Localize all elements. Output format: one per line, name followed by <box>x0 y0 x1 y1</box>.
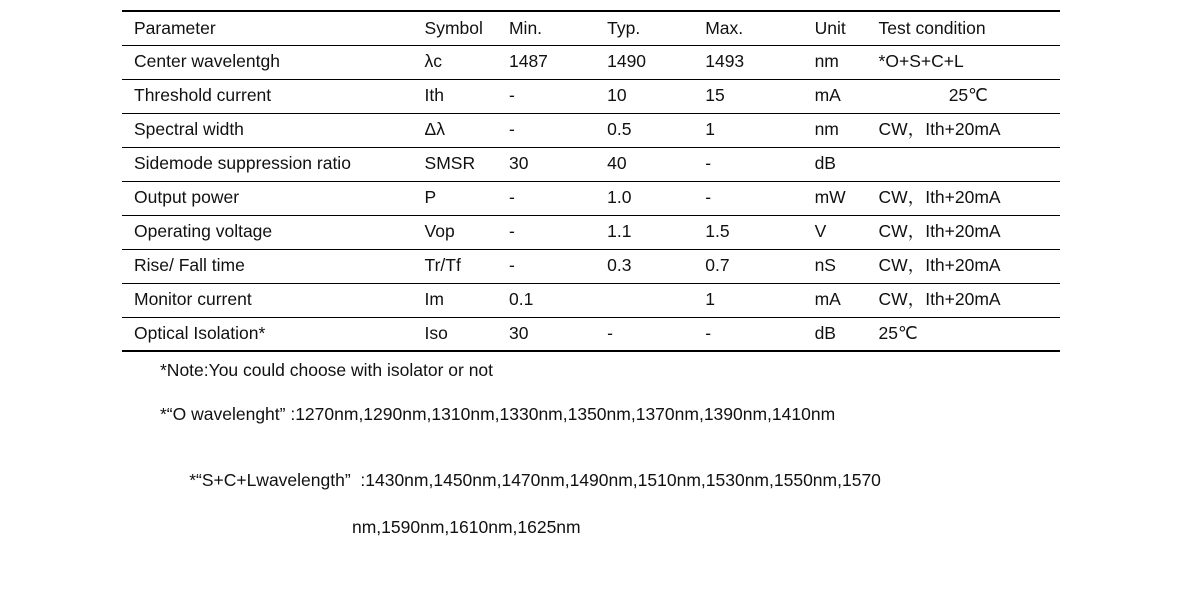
cell-min: - <box>507 181 605 215</box>
cell-max: 1.5 <box>703 215 812 249</box>
cell-parameter: Output power <box>122 181 423 215</box>
cell-test-condition: CW，Ith+20mA <box>877 215 1060 249</box>
column-header-min: Min. <box>507 11 605 45</box>
cell-parameter: Sidemode suppression ratio <box>122 147 423 181</box>
cell-test-condition: *O+S+C+L <box>877 45 1060 79</box>
cell-symbol: SMSR <box>423 147 507 181</box>
table-header-row <box>122 11 1060 45</box>
cell-max: 0.7 <box>703 249 812 283</box>
cell-max: 1 <box>703 283 812 317</box>
column-header-symbol: Symbol <box>423 11 507 45</box>
cell-test-condition: 25℃ <box>877 79 1060 113</box>
cell-max: 1 <box>703 113 812 147</box>
cell-typ: 1.0 <box>605 181 703 215</box>
cell-parameter: Spectral width <box>122 113 423 147</box>
cell-unit: mA <box>813 283 877 317</box>
note-o-wavelength: *“O wavelenght” :1270nm,1290nm,1310nm,1330nm,1350nm,1370nm,1390nm,1410nm <box>160 403 836 424</box>
cell-test-condition <box>877 147 1060 181</box>
cell-max: - <box>703 181 812 215</box>
cell-min: 30 <box>507 147 605 181</box>
cell-unit: dB <box>813 317 877 351</box>
cell-typ: 1490 <box>605 45 703 79</box>
note-isolator: *Note:You could choose with isolator or not <box>160 360 494 380</box>
cell-test-condition: CW，Ith+20mA <box>877 283 1060 317</box>
cell-symbol: Iso <box>423 317 507 351</box>
cell-typ: 0.3 <box>605 249 703 283</box>
cell-test-condition: CW，Ith+20mA <box>877 113 1060 147</box>
cell-min: 0.1 <box>507 283 605 317</box>
note-scl-wavelength-line1: *“S+C+Lwavelength” :1430nm,1450nm,1470nm,1490nm,1510nm,1530nm,1550nm,1570 <box>189 469 881 490</box>
spec-table-container <box>122 10 1060 352</box>
cell-min: 30 <box>507 317 605 351</box>
cell-symbol: Ith <box>423 79 507 113</box>
specification-table <box>122 10 1060 352</box>
cell-symbol: P <box>423 181 507 215</box>
cell-test-condition: CW，Ith+20mA <box>877 181 1060 215</box>
cell-typ: 0.5 <box>605 113 703 147</box>
table-row <box>122 147 1060 181</box>
table-row <box>122 283 1060 317</box>
table-row <box>122 215 1060 249</box>
cell-min: - <box>507 113 605 147</box>
table-row <box>122 317 1060 351</box>
cell-unit: nm <box>813 45 877 79</box>
cell-typ <box>605 283 703 317</box>
cell-test-condition: CW，Ith+20mA <box>877 249 1060 283</box>
column-header-test-condition: Test condition <box>877 11 1060 45</box>
cell-parameter: Center wavelentgh <box>122 45 423 79</box>
column-header-max: Max. <box>703 11 812 45</box>
table-header <box>122 11 1060 45</box>
cell-parameter: Rise/ Fall time <box>122 249 423 283</box>
cell-typ: - <box>605 317 703 351</box>
cell-typ: 1.1 <box>605 215 703 249</box>
cell-max: - <box>703 147 812 181</box>
table-body <box>122 45 1060 351</box>
column-header-unit: Unit <box>813 11 877 45</box>
cell-parameter: Operating voltage <box>122 215 423 249</box>
cell-symbol: Δλ <box>423 113 507 147</box>
table-row <box>122 181 1060 215</box>
cell-unit: dB <box>813 147 877 181</box>
table-row <box>122 45 1060 79</box>
cell-unit: mW <box>813 181 877 215</box>
cell-symbol: λc <box>423 45 507 79</box>
cell-typ: 40 <box>605 147 703 181</box>
cell-max: 1493 <box>703 45 812 79</box>
cell-min: - <box>507 249 605 283</box>
cell-max: 15 <box>703 79 812 113</box>
cell-test-condition: 25℃ <box>877 317 1060 351</box>
cell-unit: V <box>813 215 877 249</box>
table-row <box>122 113 1060 147</box>
cell-unit: mA <box>813 79 877 113</box>
column-header-parameter: Parameter <box>122 11 423 45</box>
cell-symbol: Vop <box>423 215 507 249</box>
table-row <box>122 79 1060 113</box>
cell-parameter: Threshold current <box>122 79 423 113</box>
notes-section <box>160 360 1120 605</box>
cell-parameter: Optical Isolation* <box>122 317 423 351</box>
cell-min: 1487 <box>507 45 605 79</box>
cell-symbol: Im <box>423 283 507 317</box>
cell-typ: 10 <box>605 79 703 113</box>
column-header-typ: Typ. <box>605 11 703 45</box>
cell-unit: nS <box>813 249 877 283</box>
cell-min: - <box>507 79 605 113</box>
note-scl-wavelength-line2: nm,1590nm,1610nm,1625nm <box>352 517 581 538</box>
cell-min: - <box>507 215 605 249</box>
note-scl-wavelength <box>160 448 1120 583</box>
cell-parameter: Monitor current <box>122 283 423 317</box>
table-row <box>122 249 1060 283</box>
cell-symbol: Tr/Tf <box>423 249 507 283</box>
cell-unit: nm <box>813 113 877 147</box>
cell-max: - <box>703 317 812 351</box>
